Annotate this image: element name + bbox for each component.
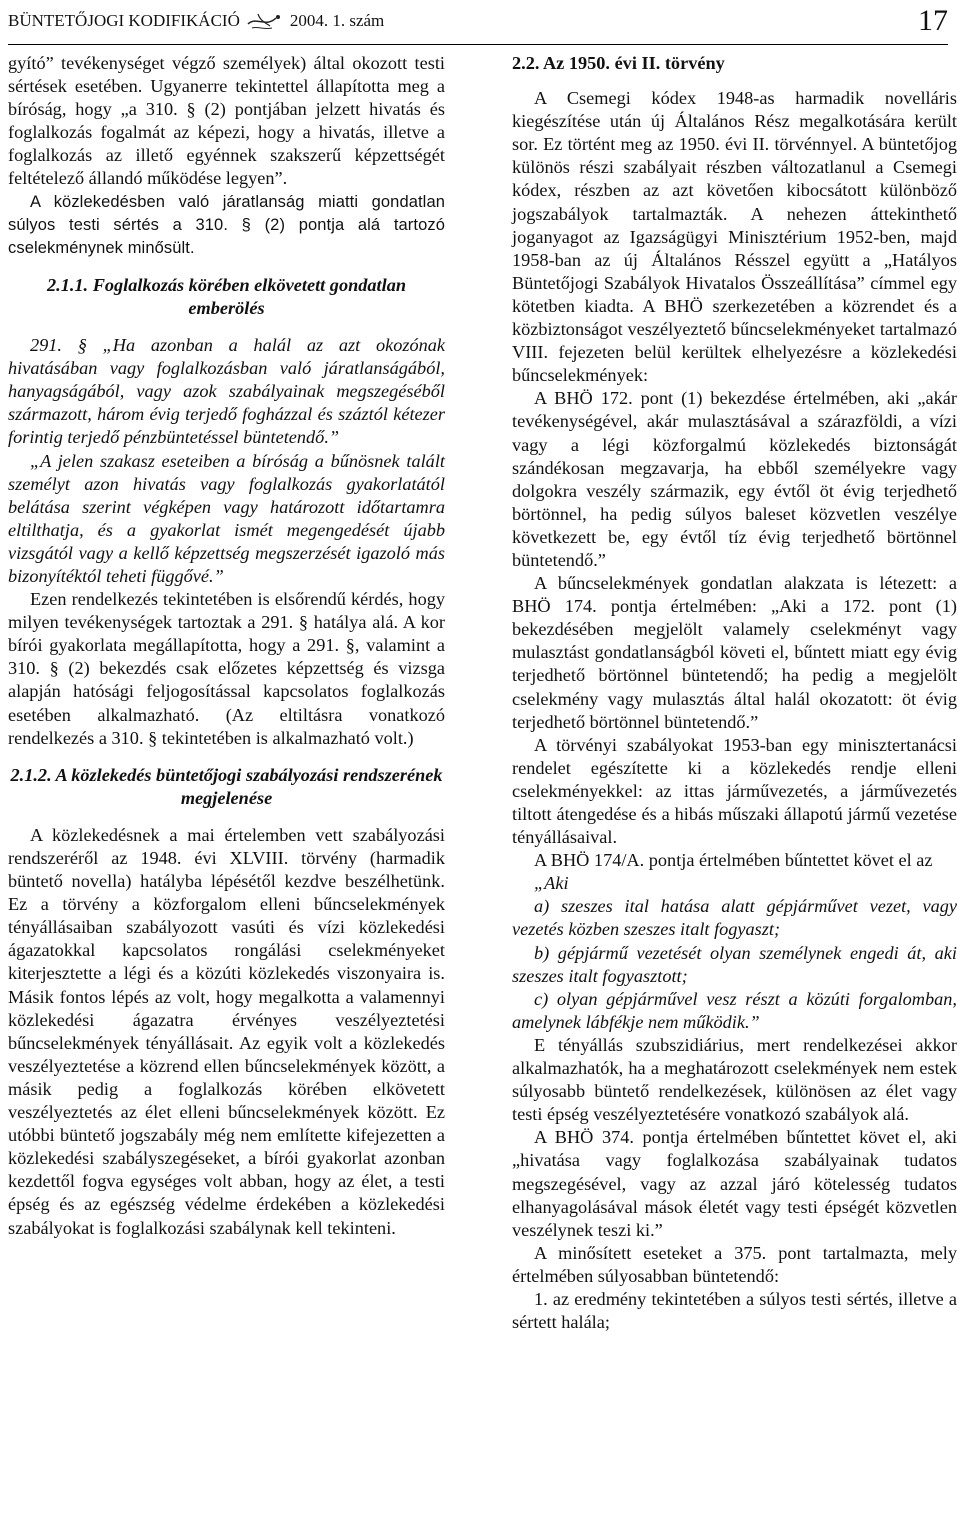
list-item: b) gépjármű vezetését olyan személynek engedi át, aki szeszes italt fogyasztott; [512, 942, 957, 986]
paragraph: „A jelen szakasz eseteiben a bíróság a bűnösnek talált személyt azon hivatás vagy foglalkozás gyakorlatától belátása szerint végképen vagy határozott időtartamra eltilthatja, és a gyakorlat ismét megengedését újabb vizsgától vagy a kellő képzettség megszerzését igazoló más bizonyítéktól teheti függővé.” [8, 450, 445, 586]
section-heading: 2.1.1. Foglalkozás körében elkövetett gondatlan emberölés [46, 274, 407, 318]
paragraph: E tényállás szubszidiárius, mert rendelkezései akkor alkalmazhatók, ha a meghatározott cselekmények nem estek súlyosabb büntető rendelkezések, különösen az élet vagy testi épség veszélyeztetésére vonatkozó szabályok alá. [512, 1034, 957, 1125]
list-item: a) szeszes ital hatása alatt gépjárművet vezet, vagy vezetés közben szeszes italt fogyaszt; [512, 896, 957, 940]
paragraph: A közlekedésnek a mai értelemben vett szabályozási rendszeréről az 1948. évi XLVIII. törvény (harmadik büntető novella) hatályba lépésétől kezdve beszélhetünk. Ez a törvény a közforgalom elleni bűncselekmények tényállásaiban szabályozott vasúti és vízi közlekedési ágazatokkal kapcsolatos rongálási cselekményeket kiterjesztette a légi és a közúti közlekedés viszonyaira is. Másik fontos lépés az volt, hogy megalkotta a valamennyi közlekedési ágazatra érvényes veszélyeztetési bűncselekmények tényállásait. Az egyik volt a közlekedés veszélyeztetése a közrend ellen bűncselekmények között, a másik pedig a foglalkozás körében elkövetett veszélyeztetés az élet elleni bűncselekmények között. Ez utóbbi büntető jogszabály még nem említette kifejezetten a közlekedési szabályszegéseket, a bírói gyakorlat azonban kezdettől fogva egységes volt abban, hogy az élet, a testi épség és az egészség védelme érdekében a közlekedési szabályokat is foglalkozási szabálynak kell tekinteni. [8, 824, 445, 1238]
paragraph: Ezen rendelkezés tekintetében is elsőrendű kérdés, hogy milyen tevékenységek tartoztak a 291. § hatálya alá. A kor bírói gyakorlata megállapította, hogy a 291. §, valamint a 310. § (2) bekezdés csak előzetes képzettség és vizsga alapján hatósági feljogosítással kapcsolatos foglalkozás esetében alkalmazható. (Az eltiltásra vonatkozó rendelkezés a 310. § tekintetében is alkalmazható volt.) [8, 589, 445, 748]
right-column [512, 52, 957, 1334]
paragraph: A BHÖ 172. pont (1) bekezdése értelmében, aki „akár tevékenységével, akár mulasztásával a szárazföldi, a vízi vagy a légi közforgalmú közlekedés biztonságát szándékosan megzavarja, ha ebből személyekre vagy dolgokra veszély származik, egy évtől öt évig terjedhető börtönnel, ha pedig súlyos baleset közvetlen veszélye következett be, egy évtől tíz évig terjedhető börtönnel büntetendő.” [512, 388, 957, 570]
ornament-icon [246, 10, 284, 32]
paragraph: „Aki [534, 873, 569, 894]
issue-label: 2004. 1. szám [289, 11, 385, 30]
paragraph: A törvényi szabályokat 1953-ban egy minisztertanácsi rendelet egészítette ki a közlekedés rendje elleni cselekményekkel: az ittas járművezetés, a járművezetés tiltott átengedése és a hibás műszaki állapotú jármű vezetése tényállásaival. [512, 734, 957, 848]
paragraph: 291. § „Ha azonban a halál az azt okozónak hivatásában vagy foglalkozásban való járatlanságából, hanyagságából, vagy azok szabályainak megszegéséből származott, három évig terjedő fogházzal és száztól kétezer forintig terjedő pénzbüntetéssel büntetendő.” [8, 335, 445, 448]
section-heading: 2.1.2. A közlekedés büntetőjogi szabályozási rendszerének megjelenése [10, 764, 443, 808]
list-item: 1. az eredmény tekintetében a súlyos testi sértés, illetve a sértett halála; [512, 1288, 957, 1333]
paragraph: A BHÖ 374. pontja értelmében bűntettet követ el, aki „hivatása vagy foglalkozása szabályainak tudatos megszegésével, vagy az azzal járó kötelesség tudatos elhanyagolásával mások életét vagy testi épségét közvetlen veszélynek teszi ki.” [512, 1127, 957, 1240]
section-heading: 2.2. Az 1950. évi II. törvény [512, 53, 725, 73]
paragraph: A közlekedésben való járatlanság miatti gondatlan súlyos testi sértés a 310. § (2) pontja alá tartozó cselekménynek minősült. [8, 192, 445, 257]
paragraph: A Csemegi kódex 1948-as harmadik novelláris kiegészítése után új Általános Rész megalkotására került sor. Ez történt meg az 1950. évi II. törvénnyel. A büntetőjog különös részi szabályait részben változatlanul a Csemegi kódex, részben az azt követően kibocsátott különböző jogszabályok tartalmazták. A nehezen áttekinthető joganyagot az Igazságügyi Minisztérium 1952-ben, majd 1958-ban az új Általános Résszel együtt a „Hatályos Büntetőjogi Szabályok Hivatalos Összeállítása” címmel egy kötetben kiadta. A BHÖ szerkezetében a közrendet és a közbiztonságot veszélyeztető bűncselekményeket tartalmazó VIII. fejezeten belül kerültek elhelyezésre a közlekedési bűncselekmények: [512, 88, 957, 386]
page-number: 17 [918, 4, 948, 37]
paragraph: A BHÖ 174/A. pontja értelmében bűntettet követ el az [534, 850, 933, 871]
running-header [8, 4, 948, 45]
left-column [8, 52, 445, 1240]
paragraph: A bűncselekmények gondatlan alakzata is létezett: a BHÖ 174. pontja értelmében: „Aki a 172. pont (1) bekezdésében megjelölt valamely cselekményt vagy mulasztást gondatlanságból követi el, bűntett miatt egy évig terjedhető börtönnel büntetendő; ha pedig a megjelölt cselekmény vagy mulasztás által halál okozatott: öt évig terjedhető börtönnel büntetendő.” [512, 573, 957, 732]
paragraph: gyító” tevékenységet végző személyek) által okozott testi sértések esetében. Ugyanerre tekintettel állapította meg a bíróság, hogy „a 310. § (2) pontjában jelzett hivatás és foglalkozás fogalmát az képezi, hogy a hivatás, illetve a foglalkozás az illető egyénnek szakszerű képzettségét feltételező állandó működése legyen”. [8, 53, 445, 189]
journal-title: BÜNTETŐJOGI KODIFIKÁCIÓ [8, 11, 240, 30]
list-item: c) olyan gépjárművel vesz részt a közúti forgalomban, amelynek lábfékje nem működik.” [512, 988, 957, 1032]
paragraph: A minősített eseteket a 375. pont tartalmazta, mely értelmében súlyosabban büntetendő: [512, 1242, 957, 1286]
